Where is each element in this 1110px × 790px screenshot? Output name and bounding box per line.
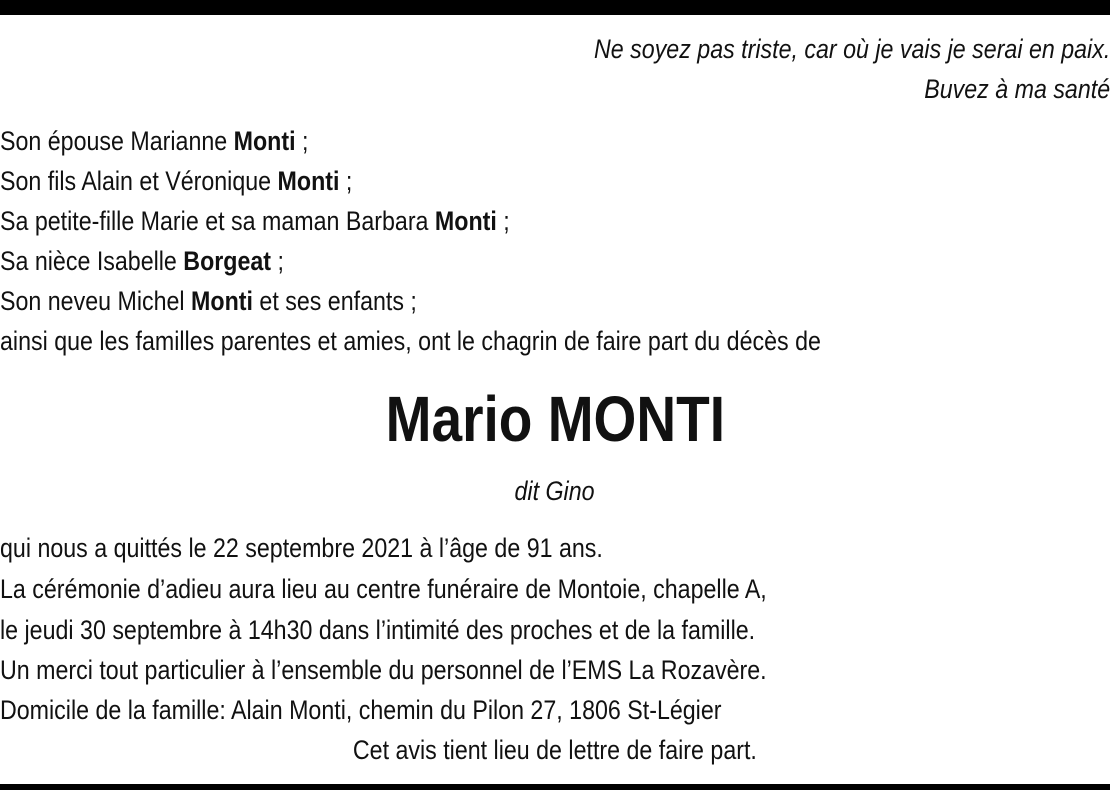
detail-line: Domicile de la famille: Alain Monti, chemin du Pilon 27, 1806 St-Légier [0,695,722,725]
deceased-name: Mario MONTI [385,383,725,455]
closing-line: Cet avis tient lieu de lettre de faire part. [353,735,757,765]
deceased-nickname: dit Gino [514,476,596,506]
bottom-border [0,784,1110,790]
top-border [0,0,1110,15]
family-surname: Monti [277,166,340,196]
detail-line: Un merci tout particulier à l’ensemble du personnel de l’EMS La Rozavère. [0,655,767,685]
family-surname: Monti [233,126,296,156]
family-line: Sa petite-fille Marie et sa maman Barbara Monti ; [0,206,510,236]
family-line: Son neveu Michel Monti et ses enfants ; [0,286,417,316]
family-surname: Monti [191,286,253,316]
family-line: Son fils Alain et Véronique Monti ; [0,166,353,196]
detail-line: le jeudi 30 septembre à 14h30 dans l’intimité des proches et de la famille. [0,615,756,645]
family-surname: Borgeat [183,246,272,276]
epigraph-line-1: Ne soyez pas triste, car où je vais je serai en paix. [593,34,1110,64]
family-line: Son épouse Marianne Monti ; [0,126,309,156]
epigraph-line-2: Buvez à ma santé [924,74,1110,104]
family-surname: Monti [434,206,497,236]
announcement-line: ainsi que les familles parentes et amies, ont le chagrin de faire part du décès de [0,326,821,356]
detail-line: La cérémonie d’adieu aura lieu au centre funéraire de Montoie, chapelle A, [0,574,767,604]
detail-line: qui nous a quittés le 22 septembre 2021 à l’âge de 91 ans. [0,533,603,563]
family-line: Sa nièce Isabelle Borgeat ; [0,246,284,276]
